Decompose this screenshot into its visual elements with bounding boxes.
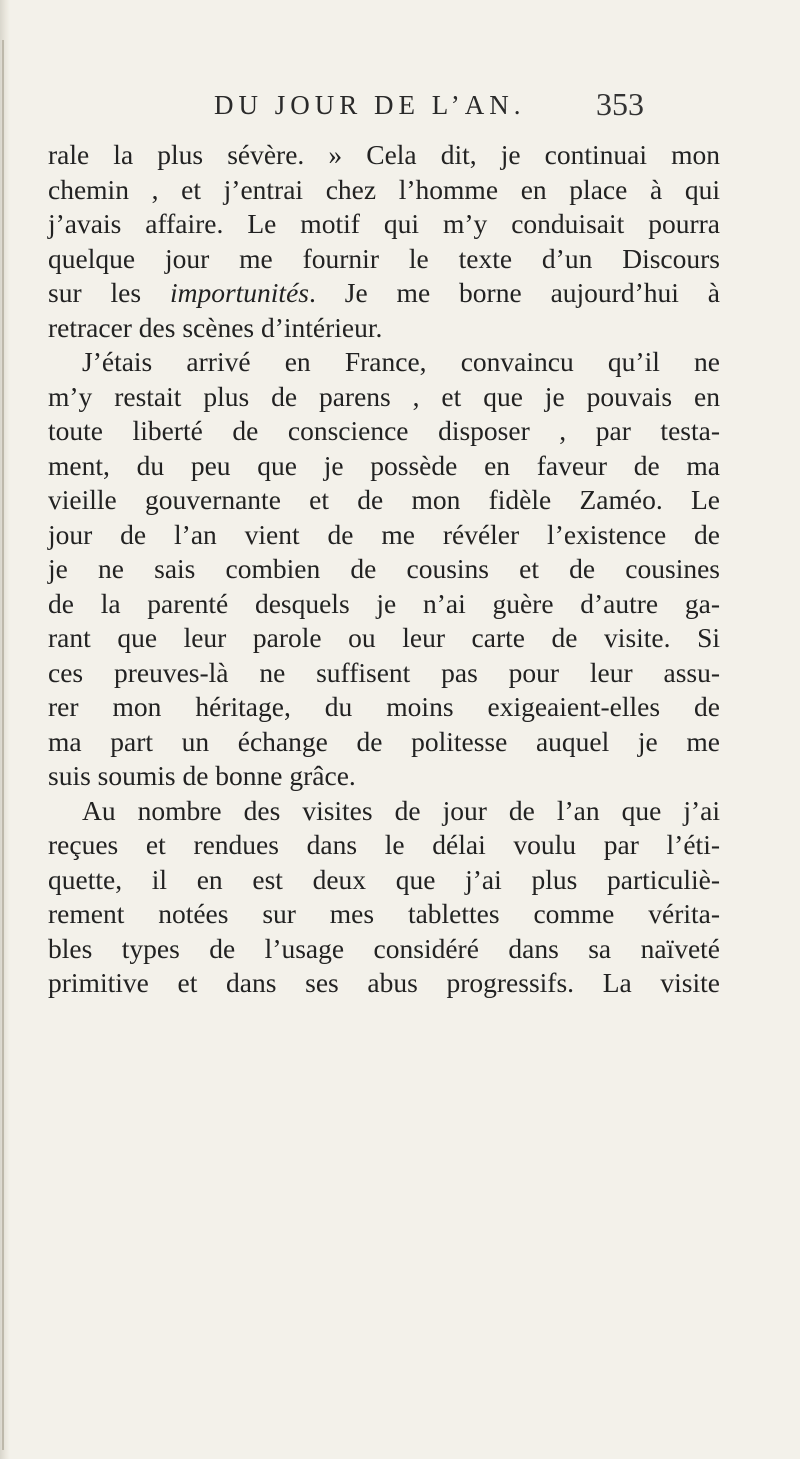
italic-word: importunités (169, 277, 309, 308)
text-line: ces preuves-là ne suffisent pas pour leur assu- (48, 656, 720, 688)
text-line: primitive et dans ses abus progressifs. La visite (48, 967, 720, 998)
text-line: ment, du peu que je possède en faveur de ma (48, 449, 720, 481)
text-line: rement notées sur mes tablettes comme vérita- (48, 898, 720, 929)
text-line: suis soumis de bonne grâce. (48, 760, 356, 791)
text-line: rer mon héritage, du moins exigeaient-elles de (48, 691, 720, 722)
text-line: rale la plus sévère. » Cela dit, je continuai mon (48, 139, 720, 170)
text-line: quette, il en est deux que j’ai plus particuliè- (48, 863, 720, 895)
text-line: vieille gouvernante et de mon fidèle Zaméo. Le (48, 484, 720, 515)
text-line: quelque jour me fournir le texte d’un Discours (48, 242, 720, 274)
text-line: toute liberté de conscience disposer , par testa- (48, 415, 720, 446)
paragraph-start-line: Au nombre des visites de jour de l’an que j’ai (82, 794, 720, 826)
text-line: retracer des scènes d’intérieur. (48, 311, 383, 343)
text-line (48, 276, 720, 310)
text-line: reçues et rendues dans le délai voulu par l’éti- (48, 829, 720, 860)
text-line: de la parenté desquels je n’ai guère d’autre ga- (48, 587, 720, 619)
text-line: rant que leur parole ou leur carte de visite. Si (48, 622, 720, 653)
text-line-start: sur les (48, 277, 170, 308)
running-header (0, 86, 800, 130)
text-line: j’avais affaire. Le motif qui m’y conduisait pourra (48, 208, 720, 239)
binding-shadow (2, 40, 4, 1450)
paragraph-start-line: J’étais arrivé en France, convaincu qu’il ne (82, 346, 720, 377)
running-title: DU JOUR DE L’AN. (214, 90, 526, 120)
text-line: ma part un échange de politesse auquel je me (48, 725, 720, 757)
page-number: 353 (596, 86, 644, 122)
text-line-end: . Je me borne aujourd’hui à (308, 277, 720, 308)
text-line: chemin , et j’entrai chez l’homme en place à qui (48, 173, 720, 205)
text-line: je ne sais combien de cousins et de cousines (48, 553, 720, 584)
text-line: bles types de l’usage considéré dans sa naïveté (48, 932, 720, 964)
text-line: jour de l’an vient de me révéler l’existence de (48, 518, 720, 550)
text-line: m’y restait plus de parens , et que je pouvais en (48, 380, 720, 412)
